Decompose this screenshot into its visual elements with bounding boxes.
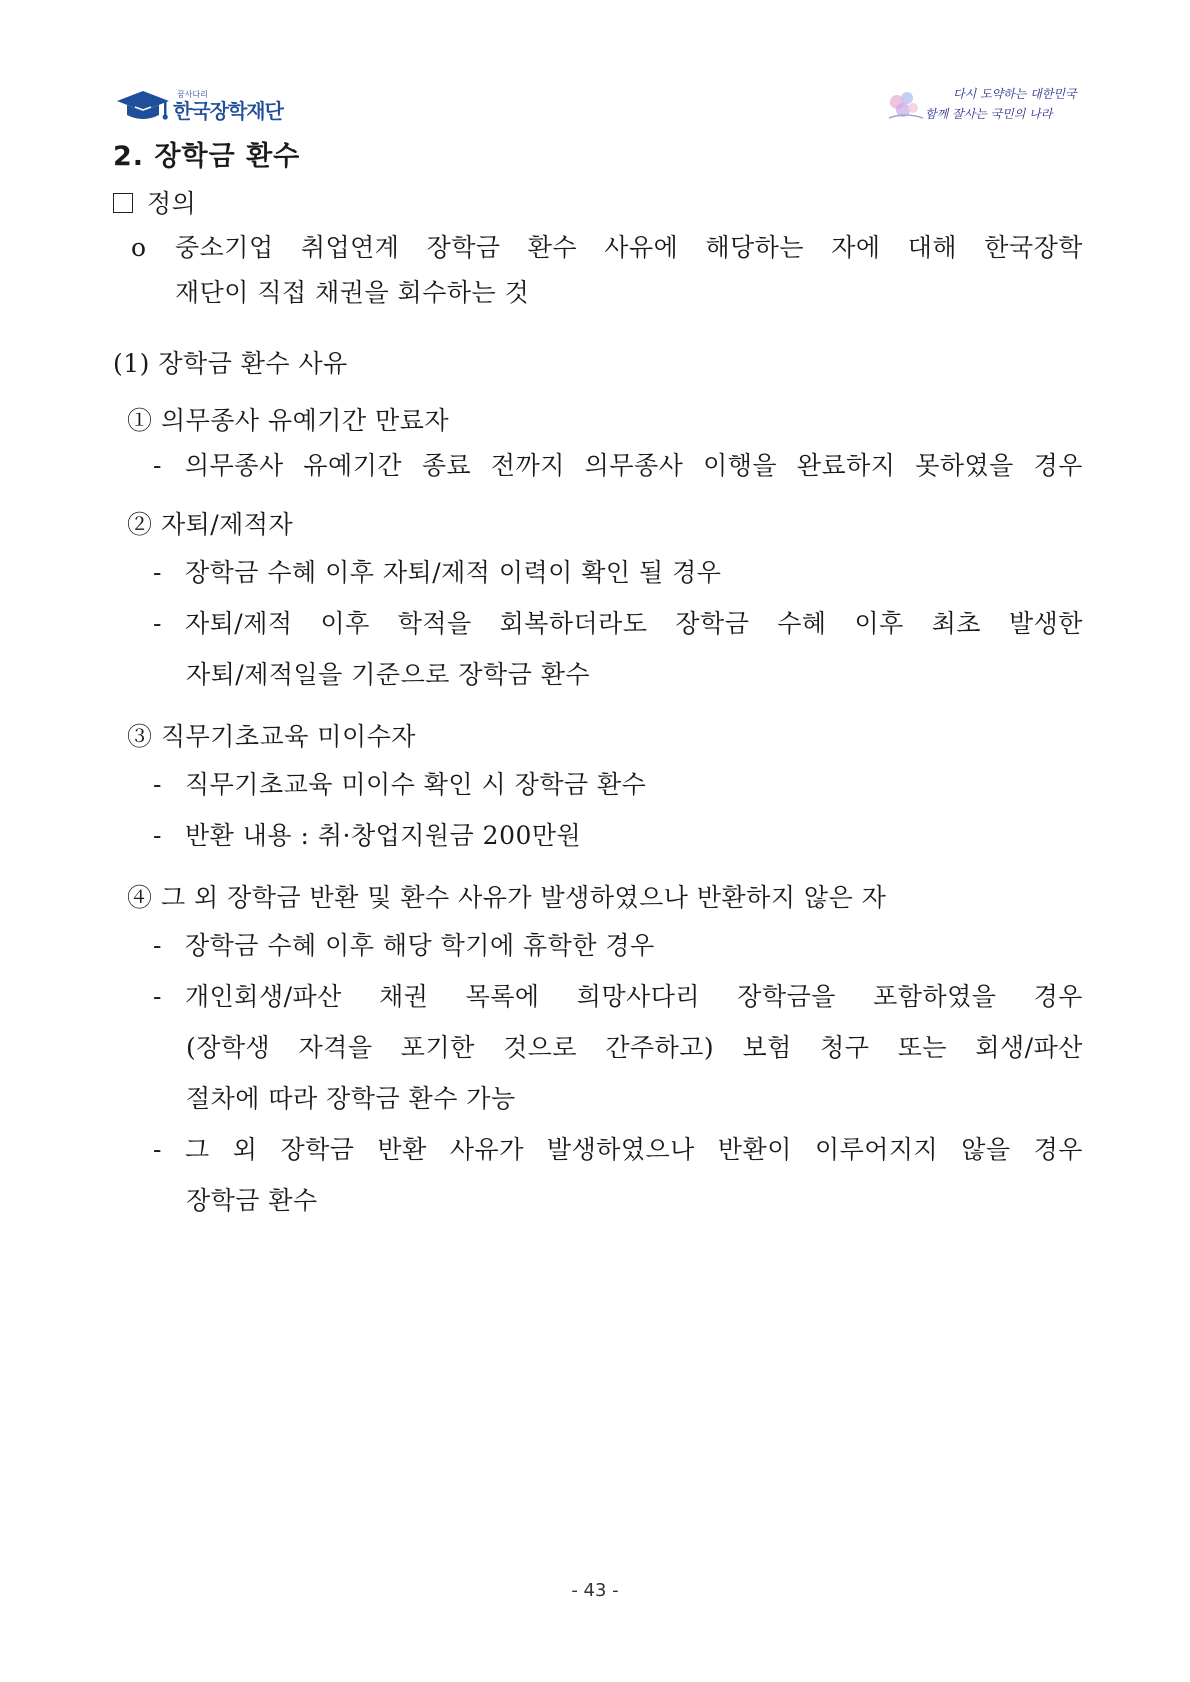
definition-heading xyxy=(113,181,1083,225)
word: 전까지 xyxy=(490,451,565,480)
item-4-title: ④ 그 외 장학금 반환 및 환수 사유가 발생하였으나 반환하지 않은 자 xyxy=(127,883,887,912)
document-body xyxy=(113,133,1083,1226)
dash-bullet: - xyxy=(153,1135,162,1164)
word: 한국장학 xyxy=(984,233,1083,262)
word: 완료하지 xyxy=(796,451,896,480)
slogan-line-1: 다시 도약하는 대한민국 xyxy=(953,87,1077,101)
word: 보험 xyxy=(742,1033,792,1062)
word: 채권 xyxy=(379,982,429,1011)
dash-bullet: - xyxy=(153,931,162,960)
word: 이루어지지 xyxy=(814,1135,939,1164)
kosaf-logo xyxy=(115,84,283,128)
logo-name: 한국장학재단 xyxy=(173,99,283,123)
definition-paragraph xyxy=(113,225,1083,270)
item-4-detail-1 xyxy=(113,920,1083,971)
word: 청구 xyxy=(820,1033,870,1062)
word: 반환 xyxy=(377,1135,427,1164)
word: 중소기업 xyxy=(175,233,274,262)
item-2-detail-2-cont: 자퇴/제적일을 기준으로 장학금 환수 xyxy=(186,660,591,689)
word: 종료 xyxy=(421,451,472,480)
word: 학적을 xyxy=(397,609,472,638)
word: 않을 xyxy=(961,1135,1011,1164)
word: 회생/파산 xyxy=(975,1033,1083,1062)
word: 포기한 xyxy=(400,1033,475,1062)
dash-bullet: - xyxy=(153,982,162,1011)
dash-bullet: - xyxy=(153,770,162,799)
word: 의무종사 xyxy=(584,451,684,480)
word: 회복하더라도 xyxy=(499,609,648,638)
word: 사유에 xyxy=(604,233,679,262)
word: 경우 xyxy=(1033,982,1083,1011)
circle-bullet: o xyxy=(131,233,147,262)
word: 대해 xyxy=(907,233,958,262)
word: 발생한 xyxy=(1008,609,1083,638)
item-1-detail-1 xyxy=(113,443,1083,488)
word: 수혜 xyxy=(777,609,827,638)
item-2-detail-2 xyxy=(113,598,1083,649)
word: 자퇴/제적 xyxy=(185,609,293,638)
logo-tagline: 꿈사다리 xyxy=(177,90,208,99)
item-4-detail-3 xyxy=(113,1124,1083,1175)
word: 자에 xyxy=(831,233,881,262)
item-3-detail-2-text: 반환 내용 : 취·창업지원금 200만원 xyxy=(185,821,582,850)
definition-label: 정의 xyxy=(147,189,197,218)
checkbox-square-icon xyxy=(113,193,133,213)
dash-bullet: - xyxy=(153,451,162,480)
flower-emblem-icon xyxy=(885,88,925,124)
item-4-detail-2 xyxy=(113,971,1083,1022)
item-1-title: ① 의무종사 유예기간 만료자 xyxy=(127,406,449,435)
word: 간주하고) xyxy=(605,1033,715,1062)
item-2-detail-1 xyxy=(113,547,1083,598)
word: 취업연계 xyxy=(300,233,400,262)
section-title: 2. 장학금 환수 xyxy=(113,141,301,172)
item-3-title: ③ 직무기초교육 미이수자 xyxy=(127,722,416,751)
word: 이후 xyxy=(854,609,904,638)
word: 환수 xyxy=(527,233,578,262)
word: 개인회생/파산 xyxy=(185,982,342,1011)
word: 장학금을 xyxy=(737,982,836,1011)
government-slogan xyxy=(885,82,1075,130)
dash-bullet: - xyxy=(153,558,162,587)
word: 이후 xyxy=(320,609,370,638)
item-3-detail-2 xyxy=(113,810,1083,861)
definition-line-2: 재단이 직접 채권을 회수하는 것 xyxy=(175,278,530,307)
dash-bullet: - xyxy=(153,821,162,850)
item-2-title: ② 자퇴/제적자 xyxy=(127,510,294,539)
item-4-detail-2-cont-2: 절차에 따라 장학금 환수 가능 xyxy=(186,1084,516,1113)
graduation-cap-icon xyxy=(115,86,171,126)
word: 포함하였을 xyxy=(873,982,997,1011)
subsection-title: (1) 장학금 환수 사유 xyxy=(113,349,348,378)
word: 또는 xyxy=(897,1033,948,1062)
item-2-detail-1-text: 장학금 수혜 이후 자퇴/제적 이력이 확인 될 경우 xyxy=(185,558,722,587)
word: 해당하는 xyxy=(705,233,805,262)
item-3-detail-1-text: 직무기초교육 미이수 확인 시 장학금 환수 xyxy=(185,770,647,799)
dash-bullet: - xyxy=(153,609,162,638)
item-4-detail-2-cont-1 xyxy=(113,1022,1083,1073)
page-number: - 43 - xyxy=(571,1580,619,1601)
word: 유예기간 xyxy=(303,451,403,480)
definition-line-1 xyxy=(175,225,1083,270)
item-4-detail-1-text: 장학금 수혜 이후 해당 학기에 휴학한 경우 xyxy=(185,931,655,960)
word: 장학금 xyxy=(675,609,750,638)
word: 외 xyxy=(232,1135,258,1164)
word: 반환이 xyxy=(717,1135,792,1164)
word: 발생하였으나 xyxy=(546,1135,695,1164)
word: 목록에 xyxy=(465,982,540,1011)
word: 것으로 xyxy=(503,1033,578,1062)
item-3-detail-1 xyxy=(113,759,1083,810)
word: 자격을 xyxy=(298,1033,373,1062)
word: 최초 xyxy=(931,609,982,638)
word: 희망사다리 xyxy=(576,982,701,1011)
word: 경우 xyxy=(1033,1135,1083,1164)
word: 그 xyxy=(185,1135,210,1164)
word: 의무종사 xyxy=(185,451,284,480)
item-4-detail-3-cont: 장학금 환수 xyxy=(186,1186,318,1215)
word: (장학생 xyxy=(186,1033,271,1062)
word: 못하였을 xyxy=(915,451,1014,480)
page-header xyxy=(115,78,1075,134)
word: 장학금 xyxy=(426,233,501,262)
word: 경우 xyxy=(1033,451,1083,480)
word: 장학금 xyxy=(280,1135,355,1164)
slogan-line-2: 함께 잘사는 국민의 나라 xyxy=(925,107,1053,121)
word: 사유가 xyxy=(449,1135,524,1164)
word: 이행을 xyxy=(703,451,778,480)
